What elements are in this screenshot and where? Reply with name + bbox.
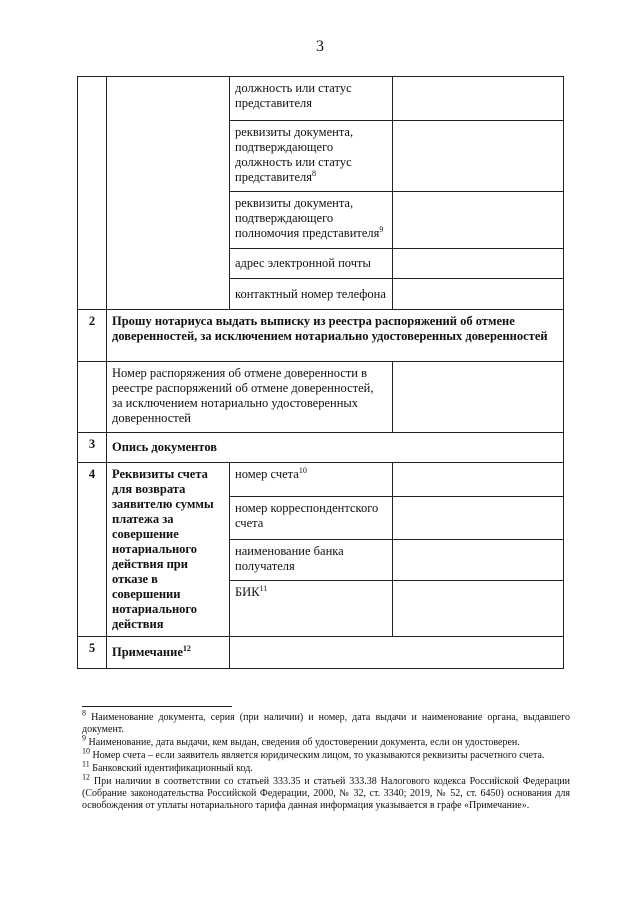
field-value-bik[interactable] bbox=[393, 581, 564, 637]
footnote-12: $^{12}$ При наличии в соответствии со статьей 333.35 и статьей 333.38 Налогового кодекса Российской Федерации (Собрание законодательства Российской Федерации, 2000, № 32, ст. 3340; 2019, № 52, ст. 6450) основания для освобождения от уплаты нотариального тарифа данная информация указывается в графе «Примечание». bbox=[82, 772, 570, 811]
application-form-table bbox=[77, 76, 564, 669]
footnote-ref: 12 bbox=[182, 643, 191, 653]
footnote-divider bbox=[82, 706, 232, 707]
footnote-ref: 9 bbox=[379, 224, 384, 234]
field-label-rep-status: должность или статус представителя bbox=[230, 77, 393, 121]
field-value-rep-status[interactable] bbox=[393, 77, 564, 121]
section-label-cell bbox=[107, 77, 230, 310]
field-value-rep-status-doc[interactable] bbox=[393, 121, 564, 192]
section-2-heading: Прошу нотариуса выдать выписку из реестра распоряжений об отмене доверенностей, за исключением нотариально удостоверенных доверенностей bbox=[107, 310, 564, 362]
field-label-phone: контактный номер телефона bbox=[230, 279, 393, 310]
field-label-account-number: номер счета$^{10}$ bbox=[230, 463, 393, 497]
section-4-heading: Реквизиты счета для возврата заявителю суммы платежа за совершение нотариального действия при отказе в совершении нотариального действия bbox=[107, 463, 230, 637]
field-value-rep-authority-doc[interactable] bbox=[393, 192, 564, 249]
section-5-number: 5 bbox=[78, 637, 107, 669]
field-label-rep-status-doc: реквизиты документа, подтверждающего должность или статус представителя$^8$ bbox=[230, 121, 393, 192]
field-label-revocation-number: Номер распоряжения об отмене доверенности в реестре распоряжений об отмене доверенностей, за исключением нотариально удостоверенных доверенностей bbox=[107, 362, 393, 433]
footnote-ref: 11 bbox=[259, 584, 268, 594]
field-label-corr-account: номер корреспондентского счета bbox=[230, 497, 393, 539]
section-5-heading: Примечание$^{12}$ bbox=[107, 637, 230, 669]
footnote-9: $^9$ Наименование, дата выдачи, кем выдан, сведения об удостоверении документа, если он удостоверен. bbox=[82, 733, 520, 748]
field-value-bank-name[interactable] bbox=[393, 539, 564, 580]
field-label-rep-authority-doc: реквизиты документа, подтверждающего полномочия представителя$^9$ bbox=[230, 192, 393, 249]
section-2-number-empty bbox=[78, 362, 107, 433]
field-value-email[interactable] bbox=[393, 249, 564, 279]
section-number-cell bbox=[78, 77, 107, 310]
field-label-bik: БИК$^{11}$ bbox=[230, 581, 393, 637]
section-4-number: 4 bbox=[78, 463, 107, 637]
field-label-bank-name: наименование банка получателя bbox=[230, 539, 393, 580]
footnotes bbox=[82, 706, 570, 813]
section-3-heading: Опись документов bbox=[107, 433, 564, 463]
footnote-10: $^{10}$ Номер счета – если заявитель является юридическим лицом, то указываются реквизиты расчетного счета. bbox=[82, 746, 545, 761]
section-2-number: 2 bbox=[78, 310, 107, 362]
footnote-11: $^{11}$ Банковский идентификационный код. bbox=[82, 759, 253, 774]
footnote-ref: 10 bbox=[298, 465, 307, 475]
field-value-corr-account[interactable] bbox=[393, 497, 564, 539]
field-value-phone[interactable] bbox=[393, 279, 564, 310]
field-label-email: адрес электронной почты bbox=[230, 249, 393, 279]
field-value-note[interactable] bbox=[230, 637, 564, 669]
page-number: 3 bbox=[316, 38, 324, 55]
field-value-revocation-number[interactable] bbox=[393, 362, 564, 433]
footnote-ref: 8 bbox=[311, 168, 316, 178]
section-3-number: 3 bbox=[78, 433, 107, 463]
footnote-8: $^8$ Наименование документа, серия (при наличии) и номер, дата выдачи и наименование органа, выдавшего документ. bbox=[82, 708, 570, 735]
field-value-account-number[interactable] bbox=[393, 463, 564, 497]
